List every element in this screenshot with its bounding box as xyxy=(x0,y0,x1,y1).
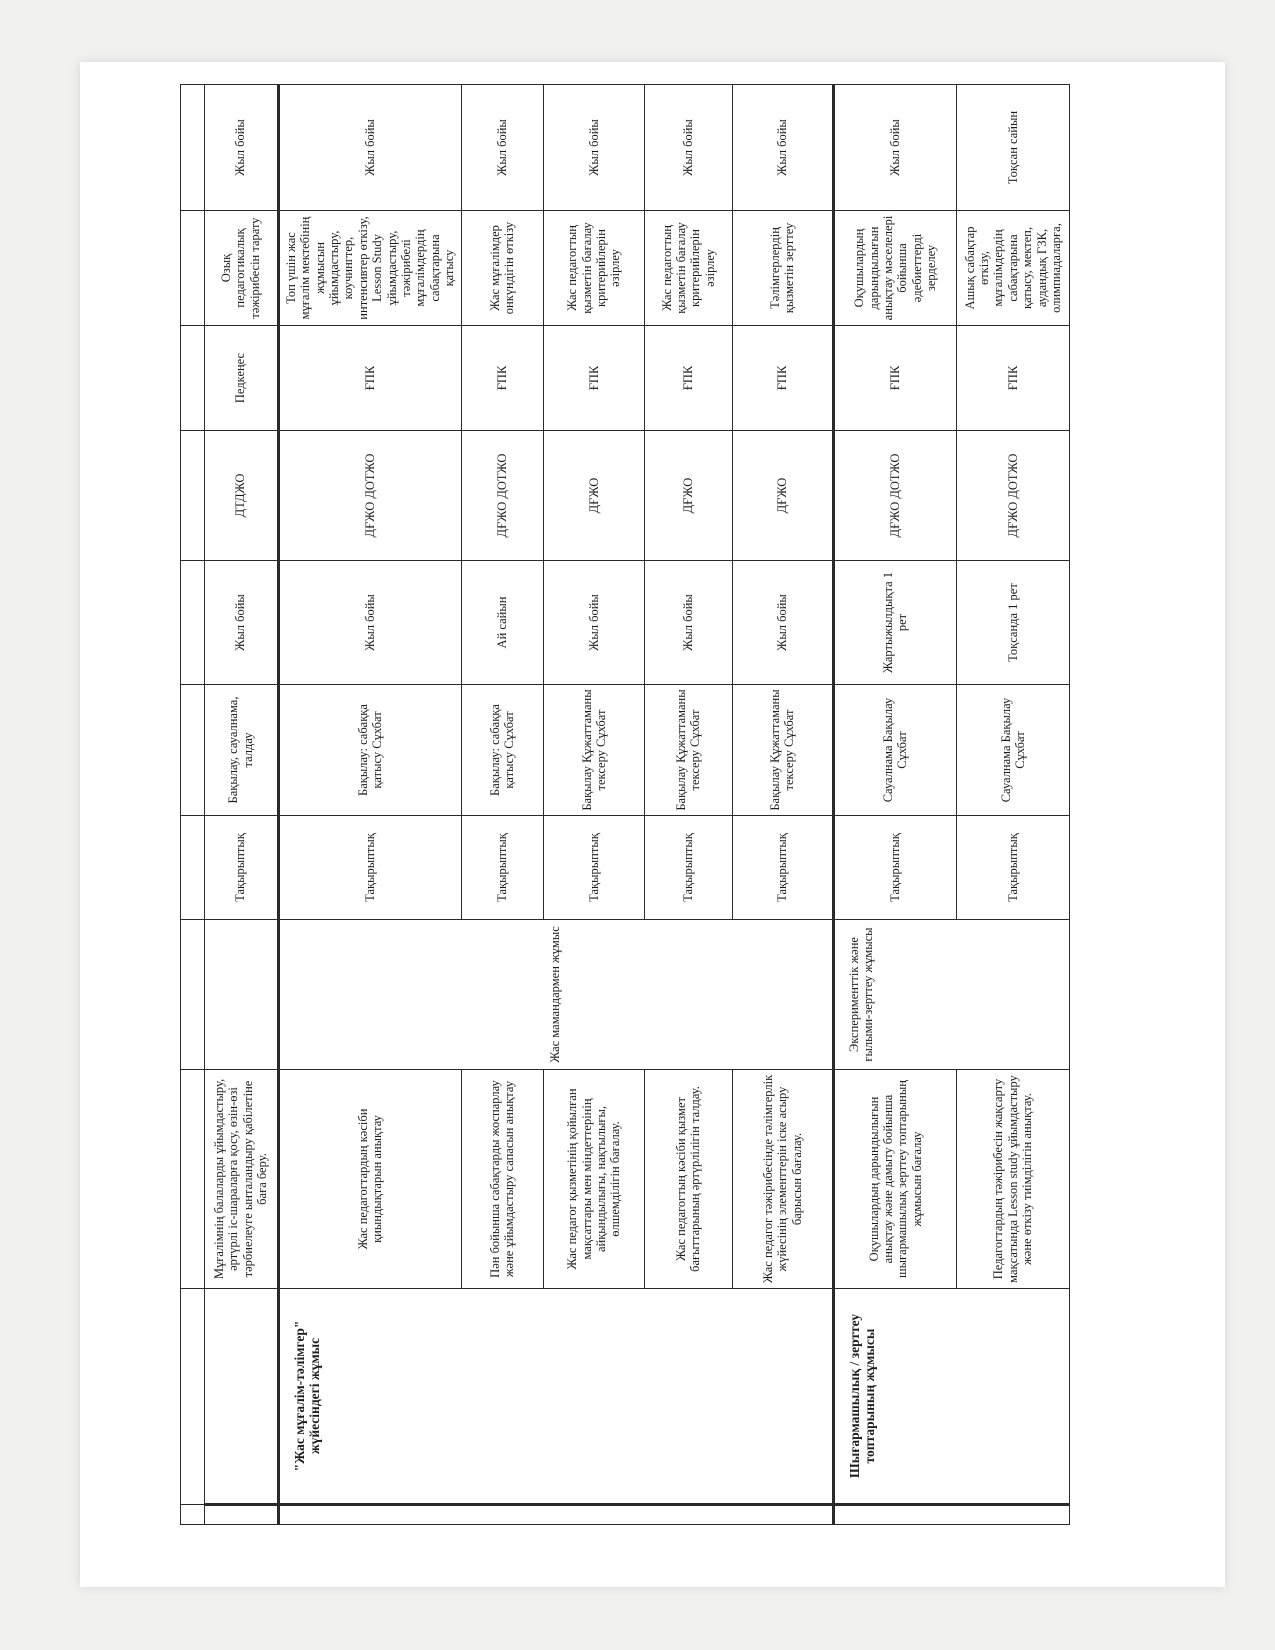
blank-cell xyxy=(181,1070,205,1289)
table-row xyxy=(204,85,278,1525)
methods-cell: Бақылау Құжаттаманы тексеру Сұхбат xyxy=(644,685,732,816)
blank-cell xyxy=(204,1289,278,1505)
deadline-cell: Жыл бойы xyxy=(733,85,834,211)
period-cell: Жыл бойы xyxy=(278,561,461,685)
methods-cell: Сауалнама Бақылау Сұхбат xyxy=(833,685,956,816)
type-cell: Тақырыптық xyxy=(644,816,732,920)
result-cell: Оқушылардың дарындылығын анықтау мәселелері бойынша әдебиеттерді зерделеу xyxy=(833,211,956,326)
type-cell: Тақырыптық xyxy=(204,816,278,920)
responsible-cell: ДҒЖО ДОТЖО xyxy=(461,431,543,561)
period-cell: Тоқсанда 1 рет xyxy=(956,561,1069,685)
blank-cell xyxy=(181,561,205,685)
methods-cell: Сауалнама Бақылау Сұхбат xyxy=(956,685,1069,816)
control-plan-table xyxy=(180,84,1070,1525)
responsible-cell: ДҒЖО xyxy=(733,431,834,561)
responsible-cell: ДҒЖО xyxy=(544,431,645,561)
location-cell: Педкеңес xyxy=(204,326,278,431)
location-cell: ҒПК xyxy=(733,326,834,431)
blank-cell xyxy=(833,1505,1069,1525)
deadline-cell: Жыл бойы xyxy=(544,85,645,211)
blank-cell xyxy=(181,431,205,561)
deadline-cell: Тоқсан сайын xyxy=(956,85,1069,211)
responsible-cell: ДҒЖО xyxy=(644,431,732,561)
blank-cell xyxy=(181,920,205,1070)
location-cell: ҒПК xyxy=(833,326,956,431)
responsible-cell: ДҒЖО ДОТЖО xyxy=(278,431,461,561)
task-cell: Жас педагогтардың кәсіби қиындықтарын анықтау xyxy=(278,1070,461,1289)
period-cell: Жыл бойы xyxy=(544,561,645,685)
blank-cell xyxy=(181,1505,205,1525)
blank-cell xyxy=(181,685,205,816)
methods-cell: Бақылау: сабаққа қатысу Сұхбат xyxy=(278,685,461,816)
result-cell: Топ үшін жас мұғалім мектебінің жұмысын ұйымдастыру, коучингтер, интенсивтер өткізу, Lesson Study ұйымдастыру, тәжірибелі мұғалімдердің сабақтарына қатысу xyxy=(278,211,461,326)
deadline-cell: Жыл бойы xyxy=(204,85,278,211)
blank-cell xyxy=(278,1505,833,1525)
deadline-cell: Жыл бойы xyxy=(461,85,543,211)
location-cell: ҒПК xyxy=(544,326,645,431)
mentoring-group-label: Жас мамандармен жұмыс xyxy=(278,920,833,1070)
table-row xyxy=(833,85,956,1525)
period-cell: Жыл бойы xyxy=(644,561,732,685)
location-cell: ҒПК xyxy=(461,326,543,431)
blank-cell xyxy=(181,1289,205,1505)
methods-cell: Бақылау, сауалнама, талдау xyxy=(204,685,278,816)
rotated-plan-table xyxy=(180,85,1070,1525)
location-cell: ҒПК xyxy=(956,326,1069,431)
mentoring-section-title: "Жас мұғалім-тәлімгер" жүйесіндегі жұмыс xyxy=(278,1289,833,1505)
type-cell: Тақырыптық xyxy=(278,816,461,920)
blank-cell xyxy=(181,211,205,326)
period-cell: Жыл бойы xyxy=(204,561,278,685)
methods-cell: Бақылау Құжаттаманы тексеру Сұхбат xyxy=(544,685,645,816)
type-cell: Тақырыптық xyxy=(733,816,834,920)
period-cell: Ай сайын xyxy=(461,561,543,685)
deadline-cell: Жыл бойы xyxy=(278,85,461,211)
task-cell: Оқушылардың дарындылығын анықтау және дамыту бойынша шығармашылық зерттеу топтарының жұмысын бағалау xyxy=(833,1070,956,1289)
location-cell: ҒПК xyxy=(644,326,732,431)
result-cell: Озық педагогикалық тәжірибесін тарату xyxy=(204,211,278,326)
result-cell: Жас педагогтың қызметін бағалау критерийлерін әзірлеу xyxy=(544,211,645,326)
task-cell: Педагогтардың тәжірибесін жақсарту мақсатында Lesson study ұйымдастыру және өткізу тиімділігін анықтау. xyxy=(956,1070,1069,1289)
period-cell: Жыл бойы xyxy=(733,561,834,685)
result-cell: Жас мұғалімдер онкүндігін өткізу xyxy=(461,211,543,326)
period-cell: Жартыжылдықта 1 рет xyxy=(833,561,956,685)
location-cell: ҒПК xyxy=(278,326,461,431)
creative-section-title: Шығармашылық / зерттеу топтарының жұмысы xyxy=(833,1289,1069,1505)
type-cell: Тақырыптық xyxy=(833,816,956,920)
task-cell: Пән бойынша сабақтарды жоспарлау және ұйымдастыру сапасын анықтау xyxy=(461,1070,543,1289)
blank-cell xyxy=(181,326,205,431)
task-cell: Жас педагогтың кәсіби қызмет бағыттарының әртүрлілігін талдау. xyxy=(644,1070,732,1289)
methods-cell: Бақылау: сабаққа қатысу Сұхбат xyxy=(461,685,543,816)
type-cell: Тақырыптық xyxy=(461,816,543,920)
header-blank-row xyxy=(181,85,205,1525)
responsible-cell: ДҒЖО ДОТЖО xyxy=(833,431,956,561)
task-cell: Жас педагог тәжірибесінде тәлімгерлік жүйесінің элементтерін іске асыру барысын бағалау. xyxy=(733,1070,834,1289)
blank-cell xyxy=(204,920,278,1070)
deadline-cell: Жыл бойы xyxy=(644,85,732,211)
type-cell: Тақырыптық xyxy=(544,816,645,920)
blank-cell xyxy=(181,816,205,920)
methods-cell: Бақылау Құжаттаманы тексеру Сұхбат xyxy=(733,685,834,816)
task-cell: Жас педагог қызметінің қойылған мақсаттары мен міндеттерінің айқындылығы, нақтылығы, өлшемділігін бағалау. xyxy=(544,1070,645,1289)
responsible-cell: ДҒЖО ДОТЖО xyxy=(956,431,1069,561)
blank-cell xyxy=(204,1505,278,1525)
task-cell: Мұғалімнің балаларды ұйымдастыру, әртүрлі іс-шараларға қосу, өзін-өзі тәрбиелеуге ынталандыру қабілетіне баға беру. xyxy=(204,1070,278,1289)
responsible-cell: ДТДЖО xyxy=(204,431,278,561)
result-cell: Ашық сабақтар өткізу, мұғалімдердің сабақтарына қатысу, мектеп, аудандық ГЗК, олимпиадаларға, xyxy=(956,211,1069,326)
result-cell: Тәлімгерлердің қызметін зерттеу xyxy=(733,211,834,326)
table-row xyxy=(278,85,461,1525)
blank-cell xyxy=(181,85,205,211)
deadline-cell: Жыл бойы xyxy=(833,85,956,211)
creative-group-label: Эксперименттік және ғылыми-зерттеу жұмысы xyxy=(833,920,1069,1070)
type-cell: Тақырыптық xyxy=(956,816,1069,920)
result-cell: Жас педагогтың қызметін бағалау критерийлерін әзірлеу xyxy=(644,211,732,326)
